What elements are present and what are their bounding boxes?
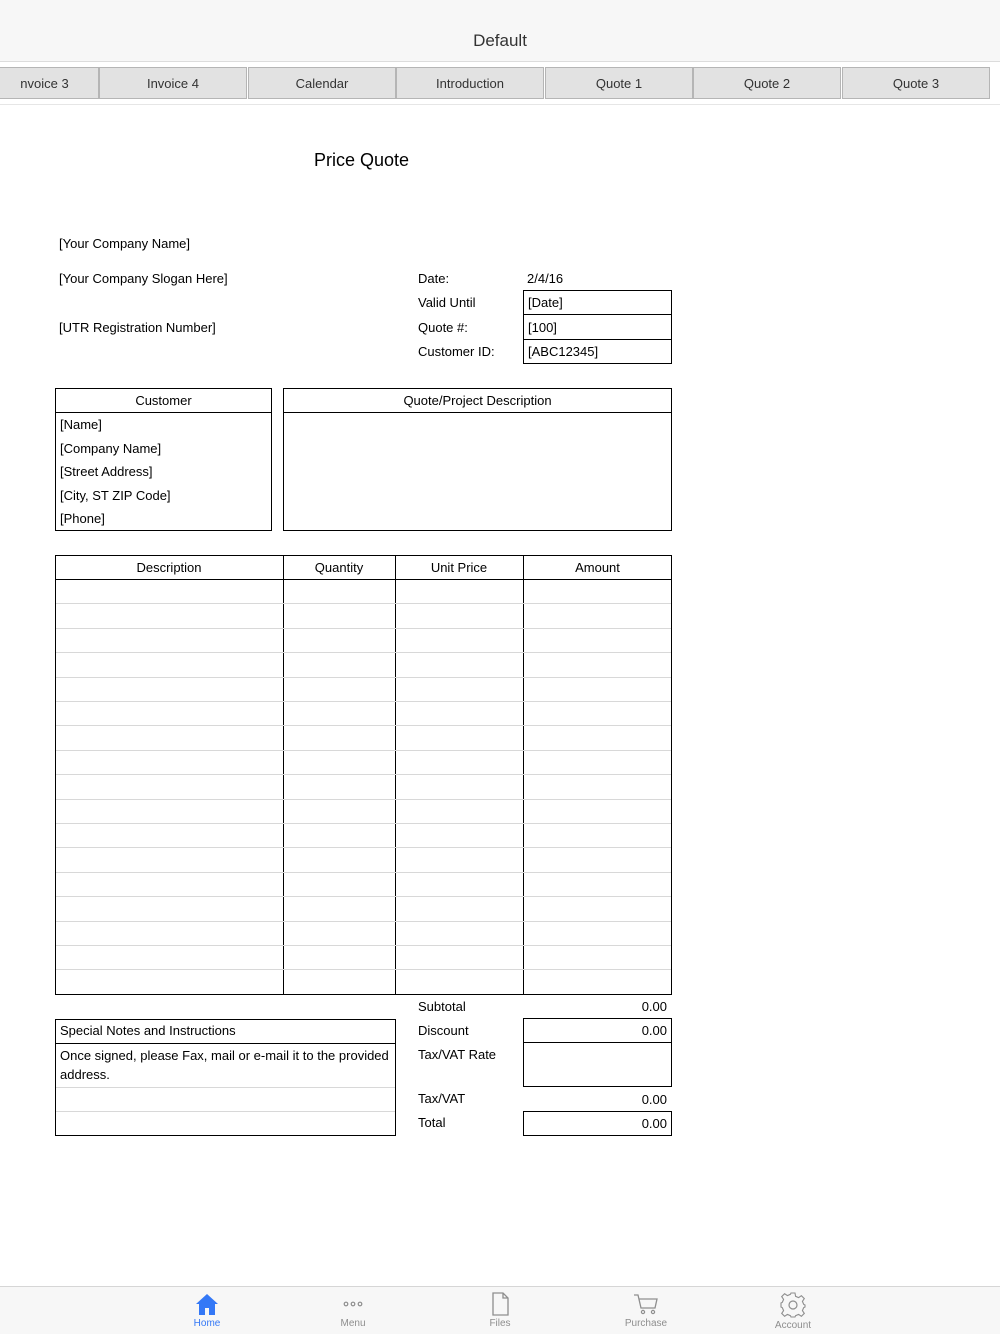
total-value[interactable]: 0.00 (641, 1116, 667, 1131)
customer-id-cell[interactable]: [ABC12345] (528, 344, 599, 359)
table-row-divider (56, 799, 671, 800)
column-header-unit-price: Unit Price (430, 560, 488, 575)
tab-invoice-4[interactable]: Invoice 4 (99, 67, 247, 99)
customer-box (55, 388, 272, 531)
valid-until-cell[interactable]: [Date] (528, 295, 563, 310)
notes-header: Special Notes and Instructions (60, 1023, 236, 1038)
project-description-box[interactable] (283, 388, 672, 531)
table-row-divider (56, 701, 671, 702)
subtotal-value[interactable]: 0.00 (641, 999, 667, 1014)
document-name: Default (473, 30, 527, 50)
notes-line-1[interactable]: Once signed, please Fax, mail or e-mail it to the provided (60, 1048, 389, 1063)
discount-value[interactable]: 0.00 (641, 1023, 667, 1038)
table-row-divider (56, 847, 671, 848)
table-row-divider (56, 677, 671, 678)
customer-name-cell[interactable]: [Name] (60, 417, 102, 432)
table-row-divider (56, 945, 671, 946)
table-row-divider (56, 823, 671, 824)
file-icon (488, 1292, 512, 1316)
discount-label: Discount (418, 1023, 469, 1038)
column-header-quantity: Quantity (314, 560, 364, 575)
tax-rate-cell[interactable] (523, 1042, 672, 1087)
tabbar-home[interactable]: Home (147, 1287, 267, 1334)
page-title[interactable]: Price Quote (314, 150, 410, 170)
tabbar-menu[interactable]: Menu (293, 1287, 413, 1334)
table-row-divider (56, 921, 671, 922)
quote-number-cell[interactable]: [100] (528, 320, 557, 335)
table-row-divider (56, 652, 671, 653)
bottom-tab-bar (0, 1286, 1000, 1334)
gear-icon (780, 1292, 806, 1318)
table-row-divider (56, 969, 671, 970)
subtotal-label: Subtotal (418, 999, 466, 1014)
utr-number-cell[interactable]: [UTR Registration Number] (59, 320, 216, 335)
items-table[interactable] (55, 555, 672, 995)
table-row-divider (56, 628, 671, 629)
home-icon (195, 1292, 219, 1316)
tax-rate-label: Tax/VAT Rate (418, 1047, 497, 1062)
more-dots-icon (341, 1292, 365, 1316)
table-row-divider (56, 725, 671, 726)
table-row-divider (56, 872, 671, 873)
tax-label: Tax/VAT (418, 1091, 466, 1106)
column-header-description: Description (136, 560, 202, 575)
table-row-divider (56, 774, 671, 775)
cart-icon (633, 1292, 659, 1316)
customer-company-cell[interactable]: [Company Name] (60, 441, 162, 456)
quote-number-label: Quote #: (418, 320, 468, 335)
company-slogan-cell[interactable]: [Your Company Slogan Here] (59, 271, 228, 286)
table-row-divider (56, 603, 671, 604)
customer-header: Customer (135, 393, 192, 408)
valid-until-label: Valid Until (418, 295, 476, 310)
table-row-divider (56, 896, 671, 897)
customer-id-label: Customer ID: (418, 344, 495, 359)
company-name-cell[interactable]: [Your Company Name] (59, 236, 191, 251)
customer-phone-cell[interactable]: [Phone] (60, 511, 105, 526)
tab-quote-2[interactable]: Quote 2 (693, 67, 841, 99)
date-label: Date: (418, 271, 450, 286)
sheet-tab-bar (0, 63, 1000, 105)
customer-city-cell[interactable]: [City, ST ZIP Code] (60, 488, 171, 503)
notes-line-2[interactable]: address. (60, 1067, 110, 1082)
date-value-cell[interactable]: 2/4/16 (527, 271, 564, 286)
total-label: Total (418, 1115, 446, 1130)
customer-street-cell[interactable]: [Street Address] (60, 464, 153, 479)
tab-introduction[interactable]: Introduction (396, 67, 544, 99)
tabbar-files[interactable]: Files (440, 1287, 560, 1334)
tab-calendar[interactable]: Calendar (248, 67, 396, 99)
nav-header (0, 0, 1000, 62)
table-row-divider (56, 750, 671, 751)
tab-quote-3[interactable]: Quote 3 (842, 67, 990, 99)
tab-quote-1[interactable]: Quote 1 (545, 67, 693, 99)
tab-invoice-3[interactable]: nvoice 3 (0, 67, 99, 99)
column-header-amount: Amount (575, 560, 620, 575)
spreadsheet-canvas[interactable] (0, 106, 1000, 1286)
tabbar-account[interactable]: Account (733, 1287, 853, 1334)
project-description-header: Quote/Project Description (403, 393, 552, 408)
tax-value[interactable]: 0.00 (641, 1092, 667, 1107)
tabbar-purchase[interactable]: Purchase (586, 1287, 706, 1334)
